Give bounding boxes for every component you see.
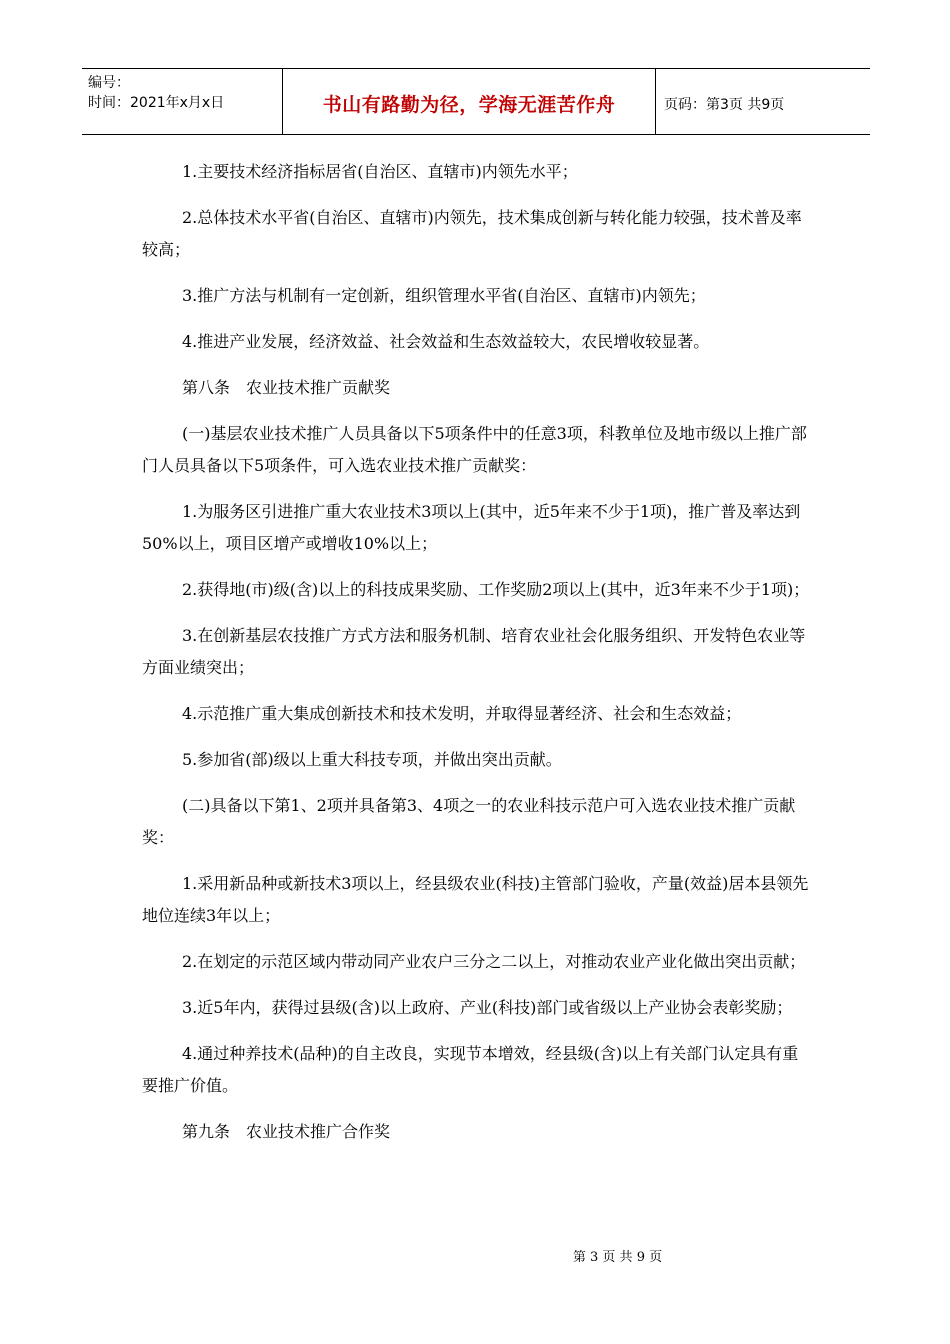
article-heading: 第九条 农业技术推广合作奖 (182, 1122, 391, 1141)
document-body (142, 156, 810, 1162)
paragraph: 1.采用新品种或新技术3项以上，经县级农业(科技)主管部门验收，产量(效益)居本县领先地位连续3年以上； (142, 874, 809, 925)
paragraph: 3.近5年内，获得过县级(含)以上政府、产业(科技)部门或省级以上产业协会表彰奖励； (182, 998, 793, 1017)
document-number-label: 编号： (88, 75, 130, 91)
paragraph: 3.在创新基层农技推广方式方法和服务机制、培育农业社会化服务组织、开发特色农业等方面业绩突出； (142, 626, 806, 677)
page-footer: 第 3 页 共 9 页 (572, 1250, 663, 1265)
article-heading: 第八条 农业技术推广贡献奖 (182, 378, 391, 397)
paragraph: 1.主要技术经济指标居省(自治区、直辖市)内领先水平； (182, 162, 578, 181)
paragraph: (一)基层农业技术推广人员具备以下5项条件中的任意3项，科教单位及地市级以上推广部门人员具备以下5项条件，可入选农业技术推广贡献奖： (142, 424, 807, 475)
paragraph: 3.推广方法与机制有一定创新，组织管理水平省(自治区、直辖市)内领先； (182, 286, 706, 305)
paragraph: 2.获得地(市)级(含)以上的科技成果奖励、工作奖励2项以上(其中，近3年来不少于1项)； (182, 580, 810, 599)
header-meta (82, 69, 283, 134)
document-time-label: 时间：2021年x月x日 (88, 95, 225, 111)
paragraph: 2.总体技术水平省(自治区、直辖市)内领先，技术集成创新与转化能力较强，技术普及率较高； (142, 208, 802, 259)
paragraph: 2.在划定的示范区域内带动同产业农户三分之二以上，对推动农业产业化做出突出贡献； (182, 952, 806, 971)
header-page-info: 页码：第3页 共9页 (664, 96, 785, 113)
paragraph: (二)具备以下第1、2项并具备第3、4项之一的农业科技示范户可入选农业技术推广贡献奖： (142, 796, 796, 847)
paragraph: 4.通过种养技术(品种)的自主改良，实现节本增效，经县级(含)以上有关部门认定具有重要推广价值。 (142, 1044, 799, 1095)
paragraph: 1.为服务区引进推广重大农业技术3项以上(其中，近5年来不少于1项)，推广普及率达到50%以上，项目区增产或增收10%以上； (142, 502, 801, 553)
page-header (82, 68, 870, 135)
paragraph: 4.示范推广重大集成创新技术和技术发明，并取得显著经济、社会和生态效益； (182, 704, 742, 723)
header-motto: 书山有路勤为径，学海无涯苦作舟 (283, 69, 656, 134)
paragraph: 4.推进产业发展，经济效益、社会效益和生态效益较大，农民增收较显著。 (182, 332, 710, 351)
paragraph: 5.参加省(部)级以上重大科技专项，并做出突出贡献。 (182, 750, 562, 769)
